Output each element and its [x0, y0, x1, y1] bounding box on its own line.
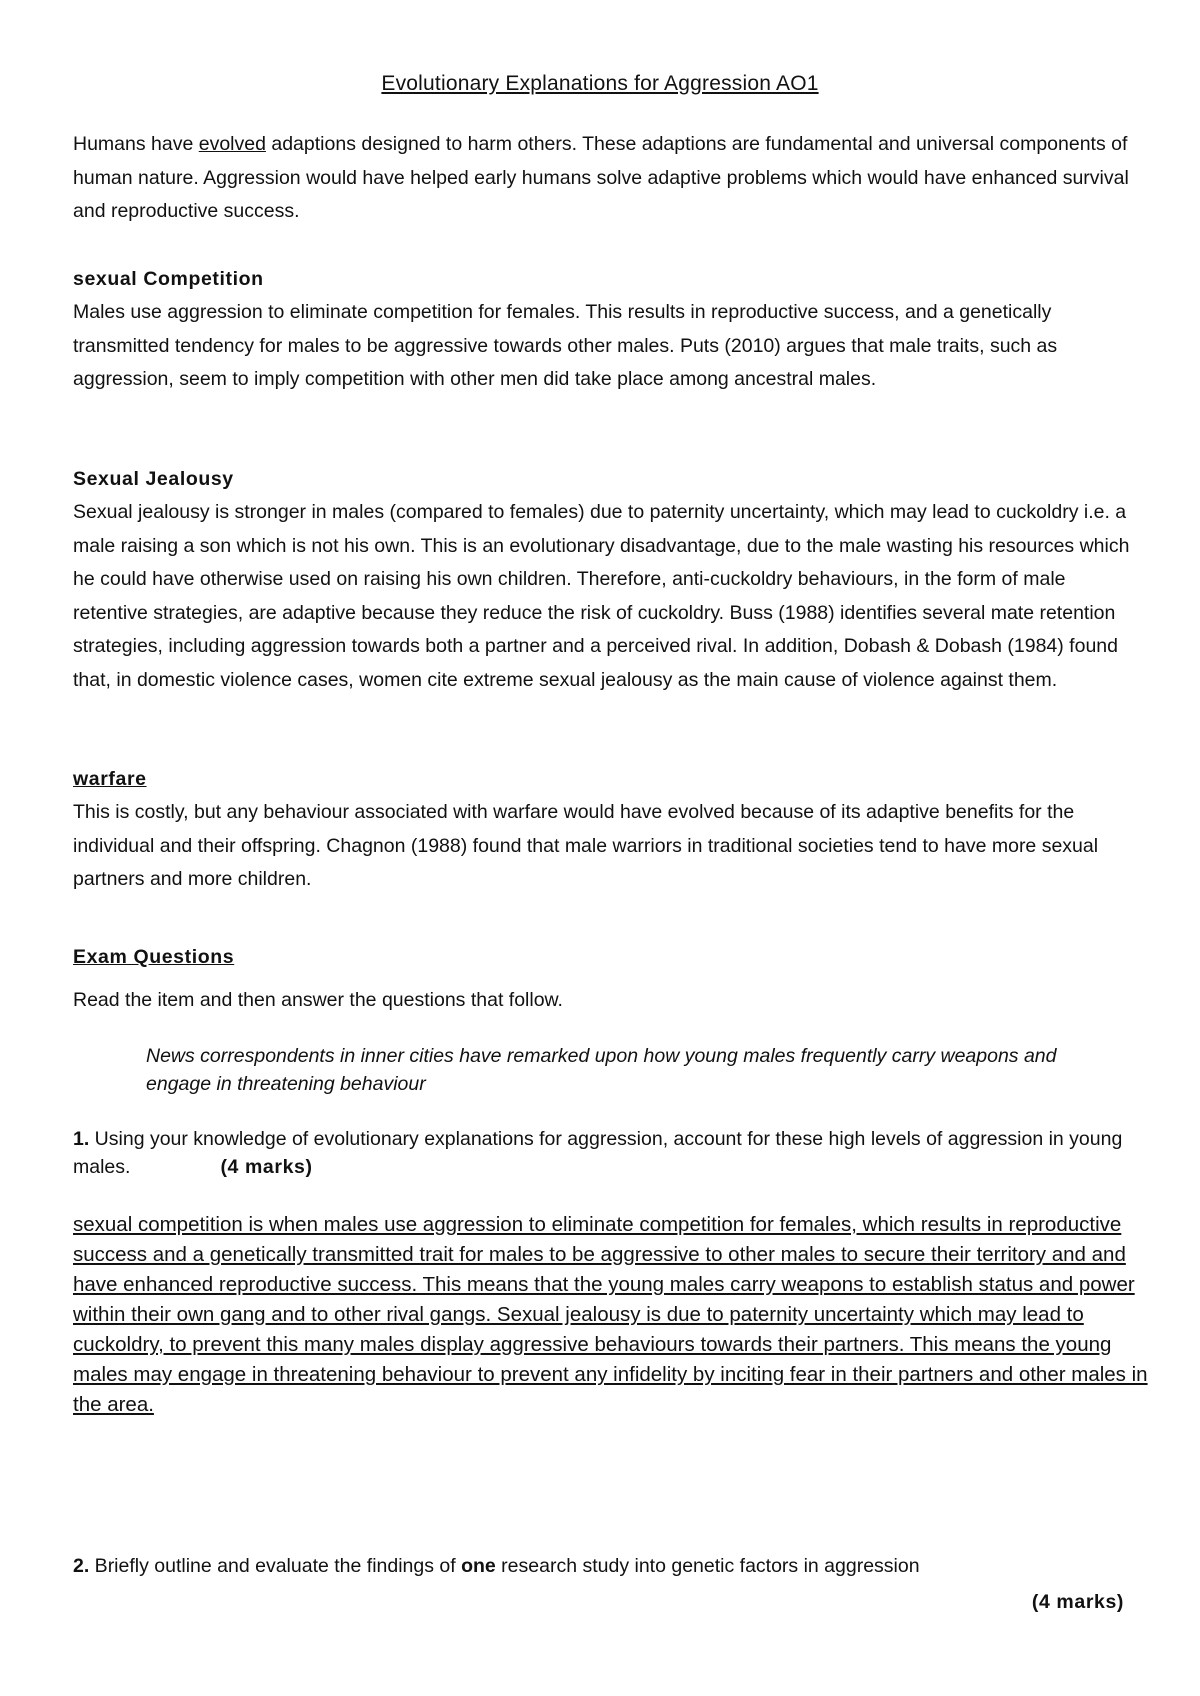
section-body-warfare: This is costly, but any behaviour associated with warfare would have evolved because of its adaptive benefits for the individual and their offspring. Chagnon (1988) found that male warriors in traditional societies tend to have more sexual partners and more children.	[73, 801, 1099, 890]
question-2-marks: (4 marks)	[1031, 1591, 1124, 1613]
question-2-emphasis: one	[461, 1555, 496, 1577]
section-heading-competition: sexual Competition	[73, 268, 264, 290]
question-1-text: Using your knowledge of evolutionary explanations for aggression, account for these high levels of aggression in young males.	[73, 1128, 1123, 1178]
question-1-number: 1.	[73, 1128, 90, 1150]
page-title: Evolutionary Explanations for Aggression AO1	[381, 72, 819, 95]
question-2-number: 2.	[73, 1555, 90, 1577]
intro-text-start: Humans have	[73, 133, 199, 155]
section-body-jealousy: Sexual jealousy is stronger in males (compared to females) due to paternity uncertainty, which may lead to cuckoldry i.e. a male raising a son which is not his own. This is an evolutionary disadvantage, due to the male wasting his resources which he could have otherwise used on raising his own children. Therefore, anti-cuckoldry behaviours, in the form of male retentive strategies, are adaptive because they reduce the risk of cuckoldry. Buss (1988) identifies several mate retention strategies, including aggression towards both a partner and a perceived rival. In addition, Dobash & Dobash (1984) found that, in domestic violence cases, women cite extreme sexual jealousy as the main cause of violence against them.	[73, 501, 1130, 691]
exam-heading: Exam Questions	[73, 946, 235, 968]
question-1-marks: (4 marks)	[220, 1156, 313, 1178]
intro-underlined-word: evolved	[198, 133, 266, 155]
exam-instruction: Read the item and then answer the questions that follow.	[73, 989, 563, 1011]
question-2-text-start: Briefly outline and evaluate the findings of	[89, 1555, 462, 1577]
answer-1: sexual competition is when males use aggression to eliminate competition for females, which results in reproductive success and a genetically transmitted trait for males to be aggressive to other males to secure their territory and and have enhanced reproductive success. This means that the young males carry weapons to establish status and power within their own gang and to other rival gangs. Sexual jealousy is due to paternity uncertainty which may lead to cuckoldry, to prevent this many males display aggressive behaviours towards their partners. This means the young males may engage in threatening behaviour to prevent any infidelity by inciting fear in their partners and other males in the area.	[73, 1213, 1148, 1416]
question-2-text-end: research study into genetic factors in aggression	[495, 1555, 920, 1577]
exam-item-quote: News correspondents in inner cities have remarked upon how young males frequently carry weapons and engage in threatening behaviour	[146, 1045, 1057, 1095]
section-heading-warfare: warfare	[73, 768, 147, 790]
section-heading-jealousy: Sexual Jealousy	[73, 468, 234, 490]
intro-text-end: adaptions designed to harm others. These adaptions are fundamental and universal components of human nature. Aggression would have helped early humans solve adaptive problems which would have enhanced survival and reproductive success.	[73, 133, 1129, 222]
question-2	[73, 1552, 1138, 1580]
question-1	[73, 1125, 1138, 1181]
section-body-competition: Males use aggression to eliminate competition for females. This results in reproductive success, and a genetically transmitted tendency for males to be aggressive towards other males. Puts (2010) argues that male traits, such as aggression, seem to imply competition with other men did take place among ancestral males.	[73, 301, 1058, 390]
intro-paragraph	[73, 128, 1138, 229]
